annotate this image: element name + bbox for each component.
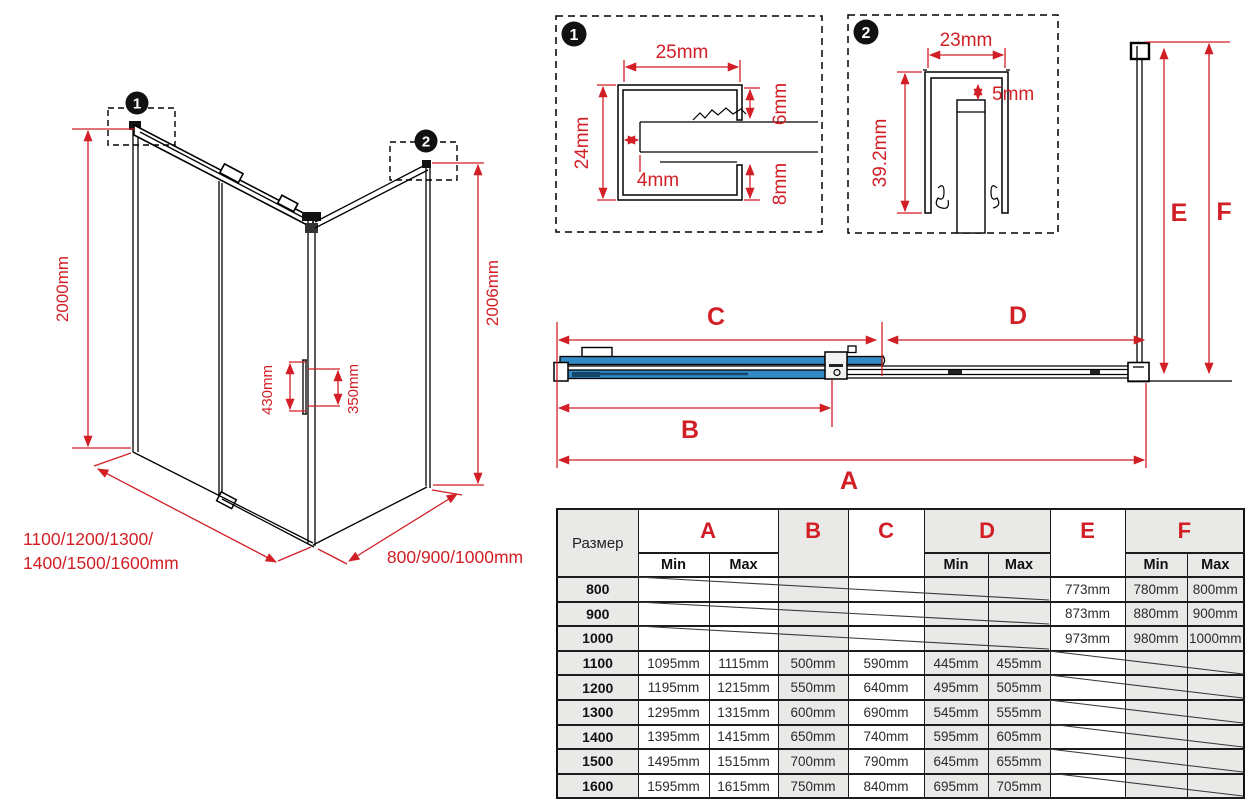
cell-e bbox=[1050, 725, 1125, 750]
detail-2-badge: 2 bbox=[861, 25, 871, 42]
cell-a-min bbox=[638, 626, 709, 651]
dim-b-label: B bbox=[680, 416, 700, 444]
header-col-d: D bbox=[924, 509, 1050, 553]
detail-1-dims bbox=[572, 42, 791, 205]
table-row-1000 bbox=[557, 626, 1244, 651]
cell-d-min bbox=[924, 602, 988, 627]
cell-b bbox=[778, 626, 848, 651]
cell-size: 800 bbox=[557, 577, 638, 602]
cell-size: 1100 bbox=[557, 651, 638, 676]
header-col-e: E bbox=[1050, 509, 1125, 577]
cell-a-max bbox=[709, 577, 778, 602]
cell-d-min bbox=[924, 626, 988, 651]
sliding-door-edge bbox=[217, 181, 237, 509]
header-f-min: Min bbox=[1125, 553, 1187, 577]
cell-c: 590mm bbox=[848, 651, 924, 676]
cell-d-min: 695mm bbox=[924, 774, 988, 799]
cell-d-max: 605mm bbox=[988, 725, 1050, 750]
side-widths-label: 800/900/1000mm bbox=[386, 547, 524, 567]
header-d-min: Min bbox=[924, 553, 988, 577]
cell-a-min: 1295mm bbox=[638, 700, 709, 725]
header-col-b: B bbox=[778, 509, 848, 577]
dim-8mm-label: 8mm bbox=[770, 162, 791, 206]
dim-f-label: F bbox=[1216, 198, 1232, 226]
cell-f-min bbox=[1125, 651, 1187, 676]
table-row-1300 bbox=[557, 700, 1244, 725]
cell-e bbox=[1050, 749, 1125, 774]
cell-e bbox=[1050, 700, 1125, 725]
cell-e bbox=[1050, 774, 1125, 799]
dim-a-label: A bbox=[839, 467, 859, 495]
cell-b: 600mm bbox=[778, 700, 848, 725]
cell-f-min bbox=[1125, 675, 1187, 700]
dim-front-width bbox=[23, 453, 311, 573]
cell-d-min: 445mm bbox=[924, 651, 988, 676]
table-row-1200 bbox=[557, 675, 1244, 700]
cell-b: 650mm bbox=[778, 725, 848, 750]
cell-f-max: 1000mm bbox=[1187, 626, 1244, 651]
header-f-max: Max bbox=[1187, 553, 1244, 577]
return-panel bbox=[313, 160, 431, 545]
cell-f-max bbox=[1187, 700, 1244, 725]
cell-f-min bbox=[1125, 749, 1187, 774]
cell-a-max: 1615mm bbox=[709, 774, 778, 799]
table-row-1500 bbox=[557, 749, 1244, 774]
header-col-f: F bbox=[1125, 509, 1244, 553]
cell-a-max bbox=[709, 602, 778, 627]
front-widths-line1: 1100/1200/1300/ bbox=[23, 529, 154, 549]
cell-a-max: 1415mm bbox=[709, 725, 778, 750]
cell-d-max bbox=[988, 626, 1050, 651]
cell-c bbox=[848, 626, 924, 651]
fixed-panel-left bbox=[129, 121, 141, 452]
top-rail bbox=[134, 125, 313, 228]
cell-a-min: 1595mm bbox=[638, 774, 709, 799]
detail-box-1 bbox=[556, 16, 822, 232]
cell-d-min: 645mm bbox=[924, 749, 988, 774]
cell-size: 900 bbox=[557, 602, 638, 627]
cell-size: 1200 bbox=[557, 675, 638, 700]
dim-5mm-label: 5mm bbox=[992, 84, 1035, 105]
cell-c: 690mm bbox=[848, 700, 924, 725]
cell-e bbox=[1050, 651, 1125, 676]
cell-size: 1500 bbox=[557, 749, 638, 774]
cell-size: 1300 bbox=[557, 700, 638, 725]
cell-f-min: 780mm bbox=[1125, 577, 1187, 602]
plan-fixed-glass bbox=[560, 370, 838, 379]
dim-350mm-label: 350mm bbox=[345, 363, 362, 415]
cell-e: 773mm bbox=[1050, 577, 1125, 602]
cell-d-min: 595mm bbox=[924, 725, 988, 750]
cell-f-max: 900mm bbox=[1187, 602, 1244, 627]
front-widths-line2: 1400/1500/1600mm bbox=[23, 553, 179, 573]
iso-drawing bbox=[23, 92, 523, 574]
cell-f-max bbox=[1187, 675, 1244, 700]
cell-d-max bbox=[988, 577, 1050, 602]
cell-c: 640mm bbox=[848, 675, 924, 700]
cell-a-min bbox=[638, 577, 709, 602]
plan-left-block bbox=[554, 363, 568, 382]
dim-6mm-label: 6mm bbox=[770, 82, 791, 126]
door-handle bbox=[302, 360, 307, 414]
table-row-1100 bbox=[557, 651, 1244, 676]
detail-2-dims bbox=[870, 30, 1034, 213]
seal-gasket-2a bbox=[936, 186, 948, 209]
cell-a-max: 1115mm bbox=[709, 651, 778, 676]
cell-f-min: 880mm bbox=[1125, 602, 1187, 627]
dim-24mm-label: 24mm bbox=[572, 116, 593, 170]
dim-430mm-label: 430mm bbox=[259, 364, 276, 416]
dim-d-label: D bbox=[1008, 302, 1028, 330]
cell-b bbox=[778, 602, 848, 627]
detail-1-badge: 1 bbox=[569, 27, 579, 44]
cell-a-min: 1395mm bbox=[638, 725, 709, 750]
cell-d-max: 555mm bbox=[988, 700, 1050, 725]
cell-a-min: 1195mm bbox=[638, 675, 709, 700]
cell-c: 740mm bbox=[848, 725, 924, 750]
seal-gasket-2b bbox=[991, 186, 999, 208]
cell-d-max: 655mm bbox=[988, 749, 1050, 774]
dim-4mm-label: 4mm bbox=[636, 170, 680, 191]
cell-f-max bbox=[1187, 651, 1244, 676]
header-size: Размер bbox=[557, 509, 638, 577]
dim-23mm-label: 23mm bbox=[939, 30, 993, 51]
cell-c: 790mm bbox=[848, 749, 924, 774]
corner-post bbox=[302, 212, 321, 546]
header-col-a: A bbox=[638, 509, 778, 553]
cell-f-min bbox=[1125, 700, 1187, 725]
cell-f-min bbox=[1125, 725, 1187, 750]
header-a-min: Min bbox=[638, 553, 709, 577]
cell-d-min: 495mm bbox=[924, 675, 988, 700]
cell-b: 750mm bbox=[778, 774, 848, 799]
cell-b bbox=[778, 577, 848, 602]
cell-d-max: 455mm bbox=[988, 651, 1050, 676]
dim-2000mm-label: 2000mm bbox=[53, 255, 72, 323]
table-row-900 bbox=[557, 602, 1244, 627]
cell-e: 873mm bbox=[1050, 602, 1125, 627]
cell-f-max bbox=[1187, 749, 1244, 774]
cell-e: 973mm bbox=[1050, 626, 1125, 651]
dim-side-width bbox=[318, 490, 523, 567]
cell-a-max: 1215mm bbox=[709, 675, 778, 700]
dim-39mm-label: 39.2mm bbox=[870, 118, 891, 188]
plan-dims bbox=[557, 42, 1232, 495]
plan-right-block bbox=[1128, 363, 1149, 382]
cell-a-min: 1495mm bbox=[638, 749, 709, 774]
badge-1: 1 bbox=[132, 95, 142, 113]
dim-25mm-label: 25mm bbox=[655, 42, 709, 63]
cell-d-min bbox=[924, 577, 988, 602]
cell-f-min: 980mm bbox=[1125, 626, 1187, 651]
cell-d-max: 705mm bbox=[988, 774, 1050, 799]
header-a-max: Max bbox=[709, 553, 778, 577]
table-row-800 bbox=[557, 577, 1244, 602]
cell-c: 840mm bbox=[848, 774, 924, 799]
badge-2: 2 bbox=[421, 133, 431, 151]
detail-box-2 bbox=[848, 15, 1058, 233]
cell-a-min bbox=[638, 602, 709, 627]
cell-f-min bbox=[1125, 774, 1187, 799]
plan-view bbox=[554, 42, 1232, 495]
cell-d-min: 545mm bbox=[924, 700, 988, 725]
cell-size: 1600 bbox=[557, 774, 638, 799]
cell-b: 550mm bbox=[778, 675, 848, 700]
cell-a-max: 1515mm bbox=[709, 749, 778, 774]
size-table bbox=[556, 508, 1245, 799]
cell-f-max bbox=[1187, 725, 1244, 750]
cell-size: 1000 bbox=[557, 626, 638, 651]
header-col-c: C bbox=[848, 509, 924, 577]
cell-b: 700mm bbox=[778, 749, 848, 774]
cell-d-max bbox=[988, 602, 1050, 627]
dim-handle bbox=[259, 362, 362, 415]
cell-c bbox=[848, 577, 924, 602]
cell-c bbox=[848, 602, 924, 627]
cell-a-max: 1315mm bbox=[709, 700, 778, 725]
cell-a-max bbox=[709, 626, 778, 651]
dim-c-label: C bbox=[706, 303, 726, 331]
cell-d-max: 505mm bbox=[988, 675, 1050, 700]
dim-2000 bbox=[53, 129, 135, 448]
dim-e-label: E bbox=[1170, 199, 1188, 227]
table-row-1600 bbox=[557, 774, 1244, 799]
table-row-1400 bbox=[557, 725, 1244, 750]
cell-b: 500mm bbox=[778, 651, 848, 676]
dim-2006mm-label: 2006mm bbox=[483, 259, 502, 327]
cell-f-max: 800mm bbox=[1187, 577, 1244, 602]
front-bottom-edge bbox=[133, 452, 313, 543]
cell-f-max bbox=[1187, 774, 1244, 799]
dim-2006 bbox=[432, 163, 502, 485]
cell-a-min: 1095mm bbox=[638, 651, 709, 676]
cell-e bbox=[1050, 675, 1125, 700]
cell-size: 1400 bbox=[557, 725, 638, 750]
header-d-max: Max bbox=[988, 553, 1050, 577]
door-bottom-edge bbox=[222, 499, 314, 547]
